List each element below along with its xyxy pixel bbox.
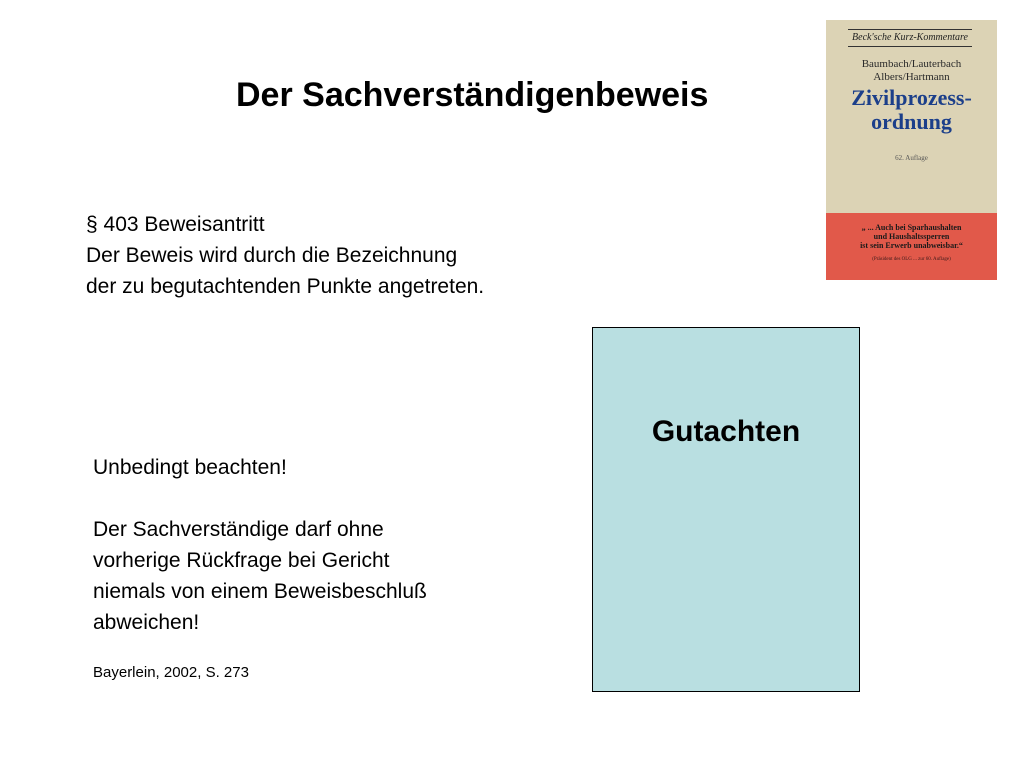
slide-title: Der Sachverständigenbeweis <box>236 76 709 114</box>
gutachten-label: Gutachten <box>651 415 801 448</box>
book-quote-source: (Präsident des OLG ... zur 60. Auflage) <box>872 257 951 262</box>
paragraph-line: Der Beweis wird durch die Bezeichnung <box>86 244 458 267</box>
note-line: abweichen! <box>93 611 200 634</box>
book-quote-band <box>826 213 997 280</box>
book-edition: 62. Auflage <box>895 154 928 162</box>
book-authors <box>826 58 997 84</box>
citation-reference: Bayerlein, 2002, S. 273 <box>93 664 249 681</box>
note-block <box>93 452 427 638</box>
gutachten-box <box>592 327 860 692</box>
note-line: vorherige Rückfrage bei Gericht <box>93 549 390 572</box>
note-heading: Unbedingt beachten! <box>93 456 287 479</box>
book-quote-line: und Haushaltssperren <box>873 232 950 241</box>
note-spacer <box>93 483 427 514</box>
paragraph-403 <box>86 209 484 302</box>
book-title-line: Zivilprozess- <box>851 85 972 110</box>
book-quote-line: „ ... Auch bei Sparhaushalten <box>861 223 962 232</box>
paragraph-line: der zu begutachtenden Punkte angetreten. <box>86 275 485 298</box>
book-quote-line: ist sein Erwerb unabweisbar.“ <box>860 241 963 250</box>
book-author-line: Baumbach/Lauterbach <box>861 58 962 70</box>
book-series-label: Beck'sche Kurz-Kommentare <box>848 29 972 47</box>
note-line: niemals von einem Beweisbeschluß <box>93 580 427 603</box>
book-author-line: Albers/Hartmann <box>873 71 950 83</box>
book-title <box>826 86 997 134</box>
note-line: Der Sachverständige darf ohne <box>93 518 384 541</box>
paragraph-heading: § 403 Beweisantritt <box>86 213 265 236</box>
book-title-line: ordnung <box>871 109 952 134</box>
book-quote <box>834 223 989 250</box>
book-cover-image <box>826 20 997 280</box>
